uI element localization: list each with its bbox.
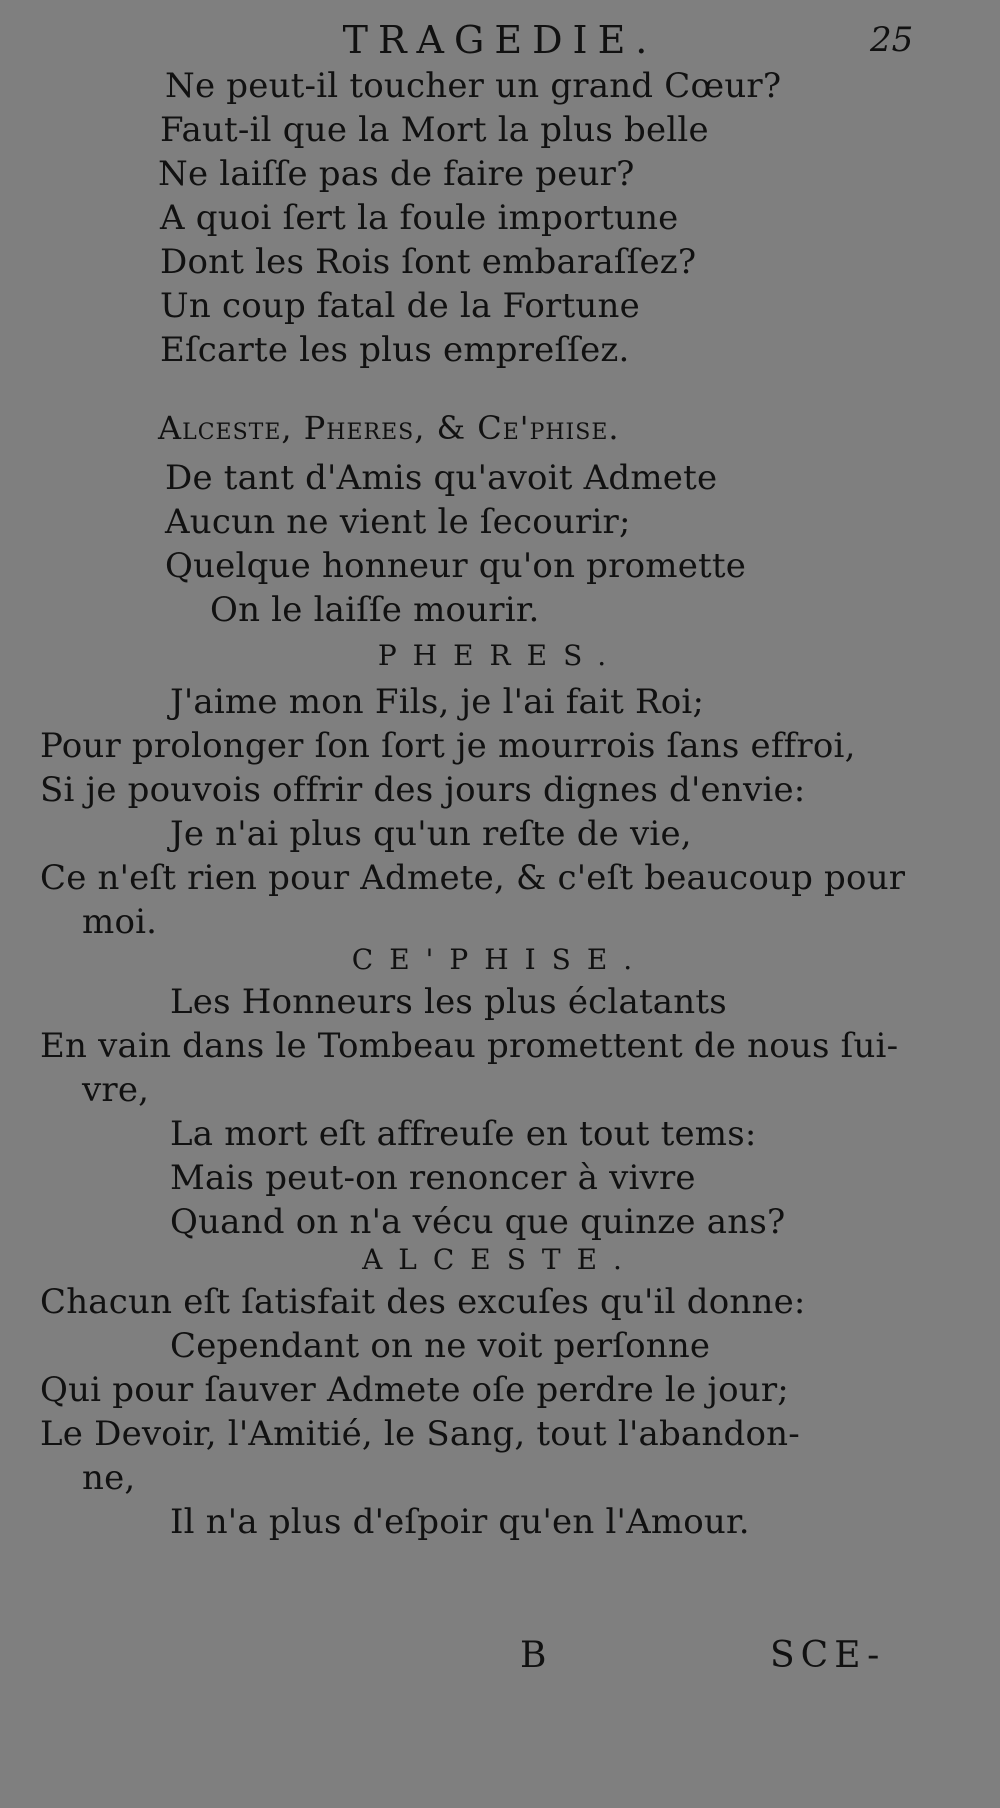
speaker-heading: CE'PHISE. <box>351 943 649 976</box>
verse-line: Le Devoir, l'Amitié, le Sang, tout l'abandon- <box>40 1414 800 1454</box>
speaker-heading: PHERES. <box>377 639 623 672</box>
verse-line: En vain dans le Tombeau promettent de nous ſui- <box>40 1026 899 1066</box>
verse-line: Il n'a plus d'eſpoir qu'en l'Amour. <box>170 1502 750 1542</box>
verse-line: ne, <box>82 1458 136 1498</box>
verse-line: Ne peut-il toucher un grand Cœur? <box>165 66 782 106</box>
verse-line: La mort eſt affreuſe en tout tems: <box>170 1114 757 1154</box>
verse-line: Dont les Rois ſont embaraſſez? <box>160 242 697 282</box>
verse-line: Eſcarte les plus empreſſez. <box>160 330 630 370</box>
verse-line: vre, <box>82 1070 150 1110</box>
verse-line: Si je pouvois offrir des jours dignes d'envie: <box>40 770 806 810</box>
verse-line: Un coup fatal de la Fortune <box>160 286 640 326</box>
verse-line: Ce n'eſt rien pour Admete, & c'eſt beaucoup pour <box>40 858 906 898</box>
verse-line: Les Honneurs les plus éclatants <box>170 982 727 1022</box>
verse-line: moi. <box>82 902 158 942</box>
verse-line: On le laiſſe mourir. <box>210 590 540 630</box>
verse-line: Quand on n'a vécu que quinze ans? <box>170 1202 786 1242</box>
page-number: 25 <box>870 20 914 60</box>
catchword: SCE- <box>770 1635 886 1676</box>
verse-line: Mais peut-on renoncer à vivre <box>170 1158 696 1198</box>
verse-line: Pour prolonger ſon ſort je mourrois ſans effroi, <box>40 726 856 766</box>
running-title: TRAGEDIE. <box>342 18 658 62</box>
verse-line: Chacun eſt ſatisfait des excuſes qu'il donne: <box>40 1282 806 1322</box>
speaker-heading: Alceste, Pheres, & Ce'phise. <box>158 409 620 447</box>
verse-line: J'aime mon Fils, je l'ai fait Roi; <box>170 682 705 722</box>
verse-line: De tant d'Amis qu'avoit Admete <box>165 458 718 498</box>
verse-line: A quoi ſert la foule importune <box>160 198 679 238</box>
verse-line: Faut-il que la Mort la plus belle <box>160 110 709 150</box>
verse-line: Qui pour ſauver Admete oſe perdre le jour; <box>40 1370 789 1410</box>
verse-line: Cependant on ne voit perſonne <box>170 1326 711 1366</box>
speaker-heading: ALCESTE. <box>362 1243 638 1276</box>
signature-mark: B <box>520 1635 547 1676</box>
verse-line: Ne laiſſe pas de faire peur? <box>158 154 635 194</box>
verse-line: Quelque honneur qu'on promette <box>165 546 747 586</box>
verse-line: Je n'ai plus qu'un reſte de vie, <box>170 814 692 854</box>
verse-line: Aucun ne vient le ſecourir; <box>165 502 631 542</box>
